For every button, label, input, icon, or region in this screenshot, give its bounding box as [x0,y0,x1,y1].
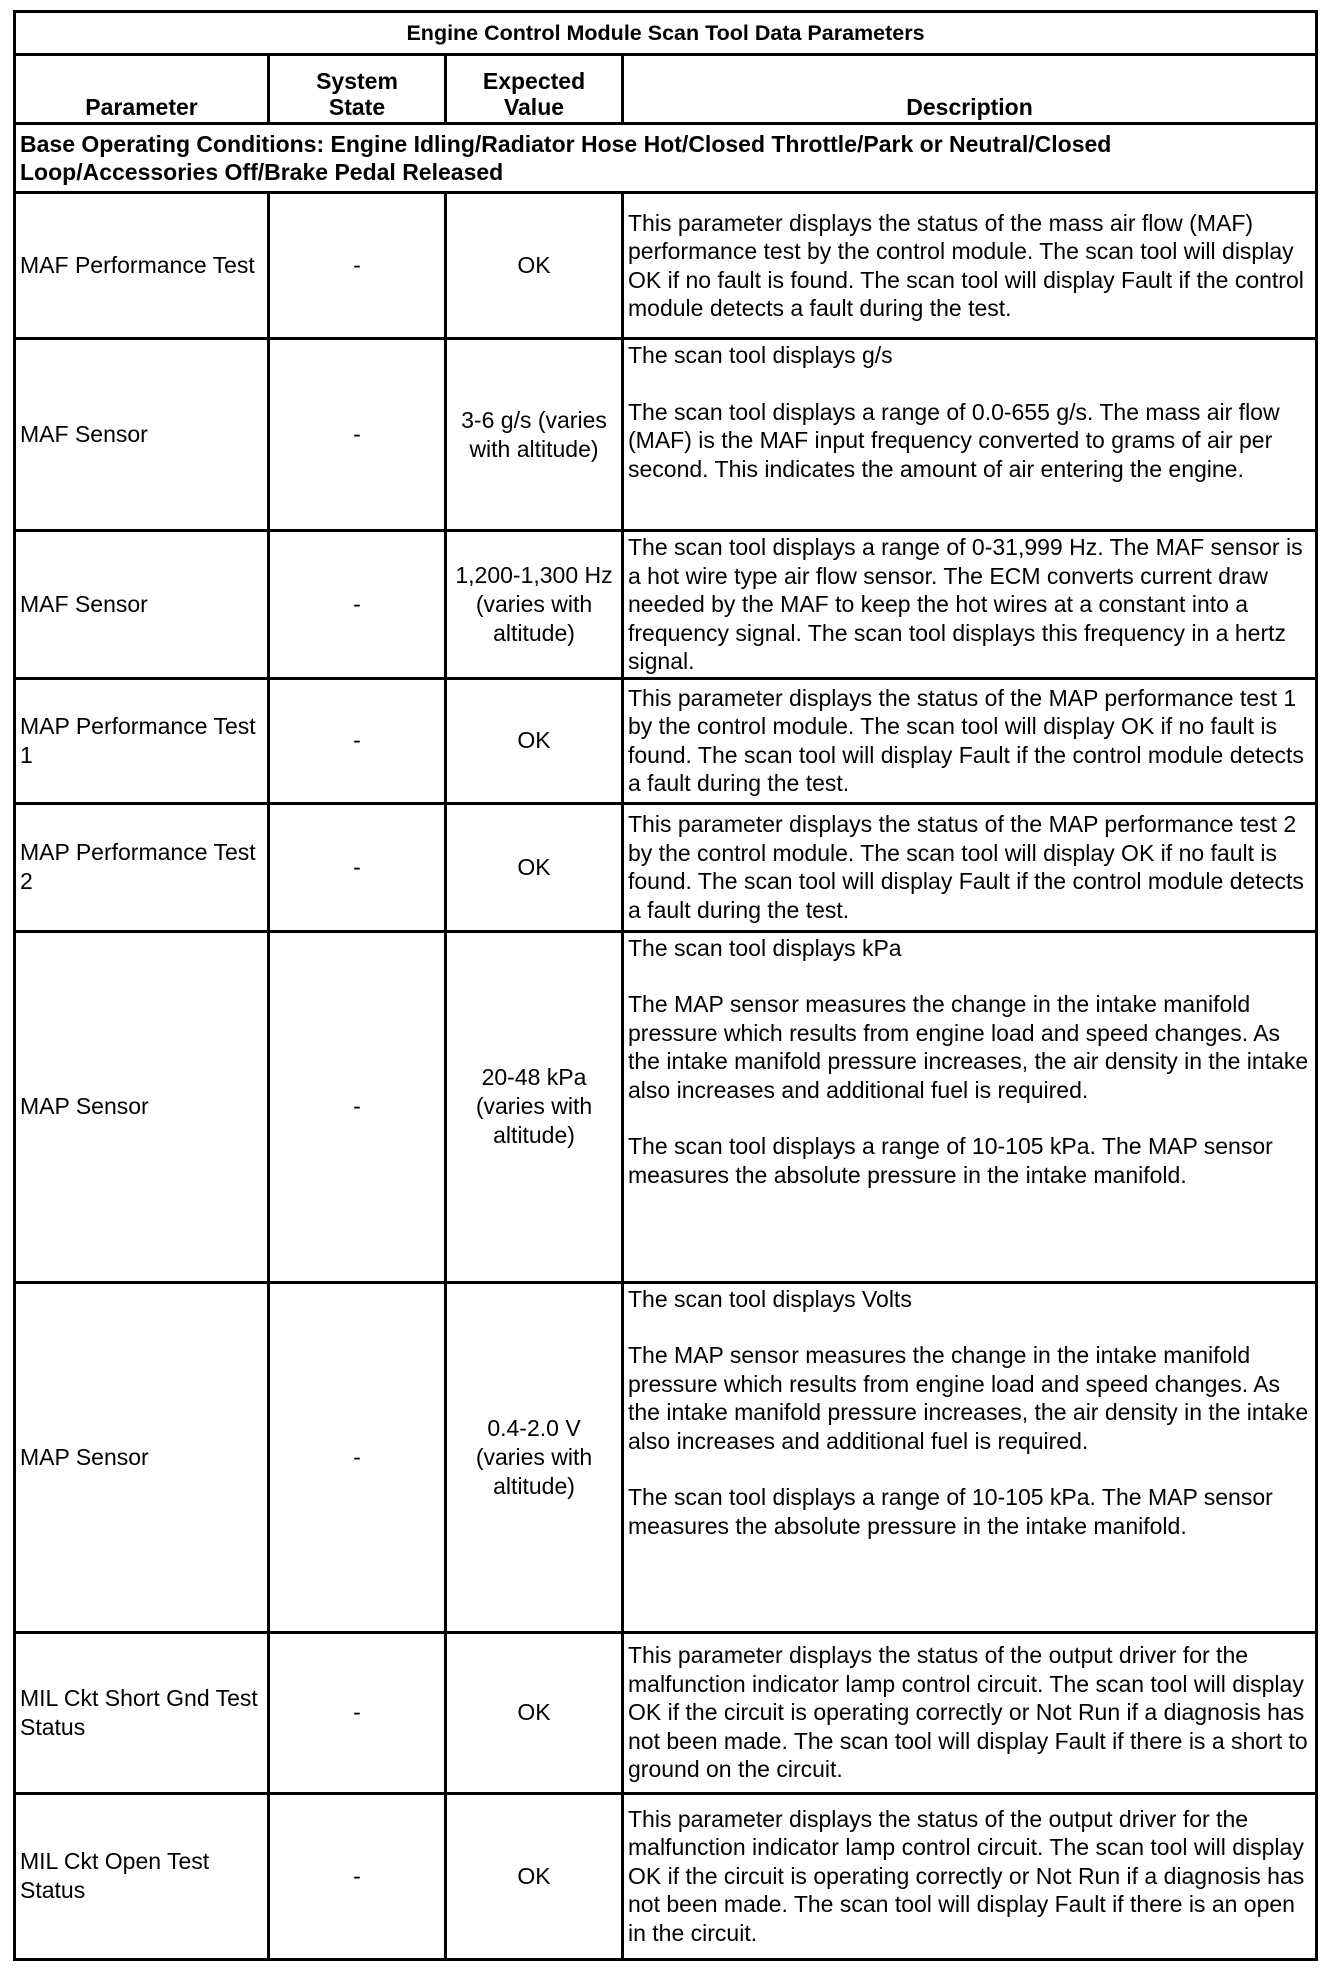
system-state-cell: - [269,931,446,1282]
table-row [15,678,1317,803]
system-state-cell: - [269,1793,446,1959]
system-state-cell: - [269,678,446,803]
header-parameter: Parameter [15,55,269,124]
description-paragraph: This parameter displays the status of the MAP performance test 1 by the control module. The scan tool will display OK if no fault is found. The scan tool will display Fault if the control module detects a fault during the test. [628,684,1304,796]
header-system-state-line2: State [328,94,386,120]
expected-value-cell: 1,200-1,300 Hz (varies with altitude) [446,531,623,679]
description-cell [623,1632,1317,1793]
description-paragraph: This parameter displays the status of the mass air flow (MAF) performance test by the control module. The scan tool will display OK if no fault is found. The scan tool will display Fault if the control module detects a fault during the test. [628,209,1304,321]
description-cell [623,1282,1317,1632]
parameter-cell: MAP Sensor [15,1282,269,1632]
table-row [15,1282,1317,1632]
parameter-cell: MAF Performance Test [15,193,269,339]
table-row [15,931,1317,1282]
description-paragraph: The scan tool displays a range of 0.0-655 g/s. The mass air flow (MAF) is the MAF input frequency converted to grams of air per second. This indicates the amount of air entering the engine. [628,398,1280,482]
description-paragraph: This parameter displays the status of the output driver for the malfunction indicator lamp control circuit. The scan tool will display OK if the circuit is operating correctly or Not Run if a diagnosis has not been made. The scan tool will display Fault if there is a short to ground on the circuit. [628,1642,1308,1783]
description-paragraph: The MAP sensor measures the change in the intake manifold pressure which results from engine load and speed changes. As the intake manifold pressure increases, the air density in the intake also increases and additional fuel is required. [628,991,1309,1103]
table-row [15,531,1317,679]
description-paragraph: This parameter displays the status of the MAP performance test 2 by the control module. The scan tool will display OK if no fault is found. The scan tool will display Fault if the control module detects a fault during the test. [628,811,1304,923]
expected-value-cell: OK [446,193,623,339]
table-row [15,339,1317,531]
description-cell [623,803,1317,931]
parameter-rows [15,193,1317,1960]
description-cell [623,931,1317,1282]
expected-value-cell: 0.4-2.0 V (varies with altitude) [446,1282,623,1632]
description-paragraph: The scan tool displays g/s [628,342,893,368]
description-cell [623,339,1317,531]
header-row [15,55,1317,124]
header-system-state [269,55,446,124]
description-cell [623,678,1317,803]
expected-value-cell: OK [446,803,623,931]
description-cell [623,193,1317,339]
parameter-cell: MIL Ckt Short Gnd Test Status [15,1632,269,1793]
header-description: Description [623,55,1317,124]
description-paragraph: The scan tool displays a range of 0-31,999 Hz. The MAF sensor is a hot wire type air flow sensor. The ECM converts current draw needed by the MAF to keep the hot wires at a constant into a frequency signal. The scan tool displays this frequency in a hertz signal. [628,534,1303,674]
system-state-cell: - [269,1282,446,1632]
parameter-cell: MAP Performance Test 2 [15,803,269,931]
system-state-cell: - [269,531,446,679]
expected-value-cell: OK [446,1632,623,1793]
expected-value-cell: OK [446,678,623,803]
conditions-row [15,124,1317,193]
system-state-cell: - [269,193,446,339]
header-expected-value [446,55,623,124]
table-title: Engine Control Module Scan Tool Data Parameters [15,12,1317,55]
description-cell [623,531,1317,679]
scan-tool-data-table [13,10,1318,1961]
table-row [15,1793,1317,1959]
title-row [15,12,1317,55]
scan-tool-table-wrapper [13,10,1315,1961]
header-expected-value-line2: Value [503,94,565,120]
description-paragraph: The MAP sensor measures the change in the intake manifold pressure which results from engine load and speed changes. As the intake manifold pressure increases, the air density in the intake also increases and additional fuel is required. [628,1342,1309,1454]
system-state-cell: - [269,339,446,531]
parameter-cell: MIL Ckt Open Test Status [15,1793,269,1959]
parameter-cell: MAF Sensor [15,531,269,679]
parameter-cell: MAP Performance Test 1 [15,678,269,803]
table-row [15,803,1317,931]
table-row [15,1632,1317,1793]
expected-value-cell: 20-48 kPa (varies with altitude) [446,931,623,1282]
description-paragraph: The scan tool displays a range of 10-105 kPa. The MAP sensor measures the absolute pressure in the intake manifold. [628,1133,1273,1188]
expected-value-cell: OK [446,1793,623,1959]
header-system-state-line1: System [316,68,398,94]
base-operating-conditions: Base Operating Conditions: Engine Idling/Radiator Hose Hot/Closed Throttle/Park or Neutral/Closed Loop/Accessories Off/Brake Pedal Released [15,124,1317,193]
header-expected-value-line1: Expected [482,68,586,94]
table-row [15,193,1317,339]
expected-value-cell: 3-6 g/s (varies with altitude) [446,339,623,531]
description-paragraph: This parameter displays the status of the output driver for the malfunction indicator lamp control circuit. The scan tool will display OK if the circuit is operating correctly or Not Run if a diagnosis has not been made. The scan tool will display Fault if there is an open in the circuit. [628,1805,1305,1946]
system-state-cell: - [269,803,446,931]
description-paragraph: The scan tool displays kPa [628,934,902,961]
description-paragraph: The scan tool displays Volts [628,1285,912,1312]
parameter-cell: MAF Sensor [15,339,269,531]
system-state-cell: - [269,1632,446,1793]
description-cell [623,1793,1317,1959]
description-paragraph: The scan tool displays a range of 10-105 kPa. The MAP sensor measures the absolute pressure in the intake manifold. [628,1484,1273,1539]
parameter-cell: MAP Sensor [15,931,269,1282]
